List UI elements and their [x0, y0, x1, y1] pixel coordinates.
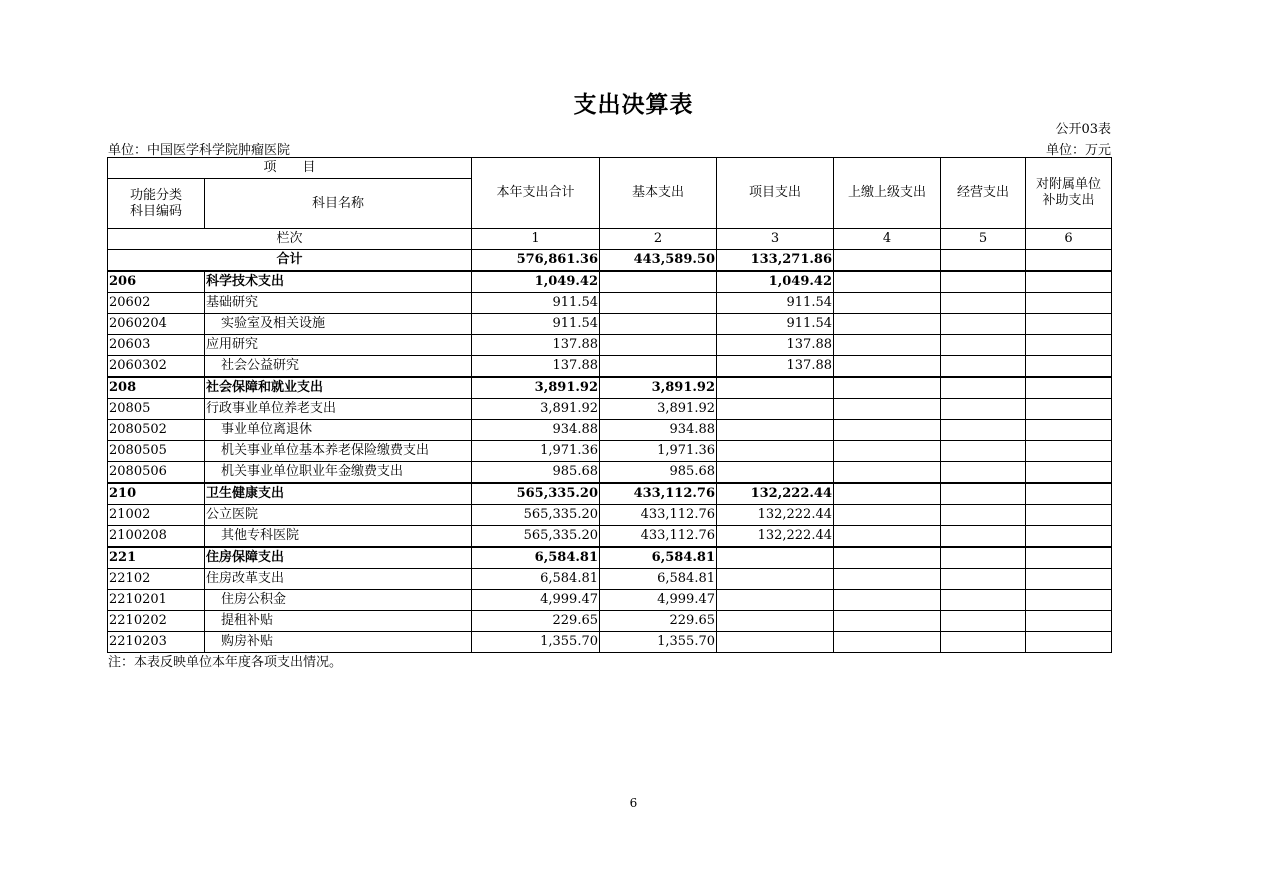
row-total: 1,355.70: [472, 632, 600, 653]
row-name: 提租补贴: [205, 611, 472, 632]
row-total: 565,335.20: [472, 526, 600, 548]
header-business: 经营支出: [941, 158, 1026, 229]
empty-cell: [941, 293, 1026, 314]
row-name: 机关事业单位职业年金缴费支出: [205, 462, 472, 484]
currency-unit: 单位：万元: [1045, 143, 1111, 158]
col-number: 6: [1026, 229, 1112, 250]
row-project: [717, 590, 834, 611]
empty-cell: [834, 547, 941, 569]
row-name: 社会公益研究: [205, 356, 472, 378]
row-code: 2080505: [108, 441, 205, 462]
summary-project: 133,271.86: [717, 250, 834, 272]
row-project: [717, 441, 834, 462]
table-row: [108, 271, 1112, 293]
row-total: 985.68: [472, 462, 600, 484]
row-total: 6,584.81: [472, 547, 600, 569]
empty-cell: [941, 335, 1026, 356]
row-basic: [600, 314, 717, 335]
empty-cell: [941, 526, 1026, 548]
row-total: 229.65: [472, 611, 600, 632]
row-code: 2210203: [108, 632, 205, 653]
row-code: 206: [108, 271, 205, 293]
empty-cell: [941, 611, 1026, 632]
table-note: 注：本表反映单位本年度各项支出情况。: [108, 655, 343, 670]
table-row: [108, 547, 1112, 569]
row-basic: 433,112.76: [600, 526, 717, 548]
empty-cell: [941, 441, 1026, 462]
header-total: 本年支出合计: [472, 158, 600, 229]
row-name: 机关事业单位基本养老保险缴费支出: [205, 441, 472, 462]
empty-cell: [941, 547, 1026, 569]
reporting-unit: 单位：中国医学科学院肿瘤医院: [108, 143, 291, 158]
empty-cell: [1026, 462, 1112, 484]
table-row: [108, 632, 1112, 653]
table-row: [108, 441, 1112, 462]
header-code: 功能分类 科目编码: [108, 179, 205, 229]
row-project: 911.54: [717, 314, 834, 335]
table-row: [108, 314, 1112, 335]
header-subsidy: 对附属单位 补助支出: [1026, 158, 1112, 229]
empty-cell: [941, 271, 1026, 293]
row-code: 2080506: [108, 462, 205, 484]
table-row: [108, 611, 1112, 632]
table-row: [108, 399, 1112, 420]
row-total: 911.54: [472, 314, 600, 335]
empty-cell: [834, 399, 941, 420]
row-project: 137.88: [717, 335, 834, 356]
row-basic: 6,584.81: [600, 569, 717, 590]
empty-cell: [834, 293, 941, 314]
row-basic: [600, 271, 717, 293]
table-row: [108, 505, 1112, 526]
col-number: 3: [717, 229, 834, 250]
row-basic: [600, 356, 717, 378]
header-basic: 基本支出: [600, 158, 717, 229]
empty-cell: [941, 590, 1026, 611]
col-number: 1: [472, 229, 600, 250]
row-code: 2100208: [108, 526, 205, 548]
empty-cell: [1026, 569, 1112, 590]
row-total: 4,999.47: [472, 590, 600, 611]
row-project: 132,222.44: [717, 526, 834, 548]
empty-cell: [834, 632, 941, 653]
row-basic: 6,584.81: [600, 547, 717, 569]
row-total: 1,049.42: [472, 271, 600, 293]
empty-cell: [941, 462, 1026, 484]
empty-cell: [1026, 314, 1112, 335]
row-project: [717, 377, 834, 399]
row-project: 911.54: [717, 293, 834, 314]
form-number: 公开03表: [1055, 122, 1111, 137]
table-row: [108, 569, 1112, 590]
row-basic: 433,112.76: [600, 505, 717, 526]
row-total: 934.88: [472, 420, 600, 441]
table-row: [108, 293, 1112, 314]
empty-cell: [834, 483, 941, 505]
row-name: 其他专科医院: [205, 526, 472, 548]
row-basic: 985.68: [600, 462, 717, 484]
col-number: 5: [941, 229, 1026, 250]
row-code: 2080502: [108, 420, 205, 441]
empty-cell: [941, 569, 1026, 590]
empty-cell: [941, 420, 1026, 441]
empty-cell: [834, 271, 941, 293]
row-name: 实验室及相关设施: [205, 314, 472, 335]
row-code: 20603: [108, 335, 205, 356]
row-code: 221: [108, 547, 205, 569]
empty-cell: [1026, 526, 1112, 548]
empty-cell: [1026, 293, 1112, 314]
table-row: [108, 377, 1112, 399]
empty-cell: [834, 569, 941, 590]
col-number: 4: [834, 229, 941, 250]
expenditure-table: [107, 157, 1112, 653]
row-total: 565,335.20: [472, 483, 600, 505]
empty-cell: [941, 377, 1026, 399]
empty-cell: [941, 356, 1026, 378]
empty-cell: [1026, 611, 1112, 632]
row-project: [717, 569, 834, 590]
row-basic: 934.88: [600, 420, 717, 441]
row-basic: 4,999.47: [600, 590, 717, 611]
row-project: 137.88: [717, 356, 834, 378]
empty-cell: [1026, 590, 1112, 611]
row-basic: 1,355.70: [600, 632, 717, 653]
empty-cell: [834, 590, 941, 611]
header-upper: 上缴上级支出: [834, 158, 941, 229]
row-code: 22102: [108, 569, 205, 590]
row-project: [717, 547, 834, 569]
row-basic: [600, 293, 717, 314]
header-project-expense: 项目支出: [717, 158, 834, 229]
row-total: 6,584.81: [472, 569, 600, 590]
row-name: 应用研究: [205, 335, 472, 356]
empty-cell: [834, 505, 941, 526]
empty-cell: [941, 314, 1026, 335]
empty-cell: [941, 483, 1026, 505]
row-project: [717, 462, 834, 484]
row-basic: 433,112.76: [600, 483, 717, 505]
row-basic: 3,891.92: [600, 399, 717, 420]
row-total: 3,891.92: [472, 399, 600, 420]
table-row: [108, 483, 1112, 505]
header-project: 项 目: [108, 158, 472, 179]
empty-cell: [834, 420, 941, 441]
empty-cell: [834, 462, 941, 484]
row-project: [717, 611, 834, 632]
empty-cell: [834, 335, 941, 356]
table-row: [108, 420, 1112, 441]
empty-cell: [834, 526, 941, 548]
col-number: 2: [600, 229, 717, 250]
row-code: 208: [108, 377, 205, 399]
summary-basic: 443,589.50: [600, 250, 717, 272]
empty-cell: [834, 377, 941, 399]
summary-label: 合计: [108, 250, 472, 272]
empty-cell: [941, 399, 1026, 420]
table-row: [108, 356, 1112, 378]
row-name: 基础研究: [205, 293, 472, 314]
row-total: 137.88: [472, 356, 600, 378]
row-name: 住房公积金: [205, 590, 472, 611]
empty-cell: [1026, 271, 1112, 293]
row-name: 购房补贴: [205, 632, 472, 653]
row-basic: 229.65: [600, 611, 717, 632]
row-code: 2060302: [108, 356, 205, 378]
empty-cell: [834, 611, 941, 632]
row-project: [717, 632, 834, 653]
empty-cell: [1026, 356, 1112, 378]
row-code: 210: [108, 483, 205, 505]
row-project: [717, 420, 834, 441]
empty-cell: [1026, 505, 1112, 526]
empty-cell: [834, 314, 941, 335]
empty-cell: [1026, 335, 1112, 356]
row-name: 事业单位离退休: [205, 420, 472, 441]
row-project: [717, 399, 834, 420]
empty-cell: [834, 441, 941, 462]
table-row: [108, 335, 1112, 356]
row-code: 21002: [108, 505, 205, 526]
row-basic: 1,971.36: [600, 441, 717, 462]
header-name: 科目名称: [205, 179, 472, 229]
row-name: 住房改革支出: [205, 569, 472, 590]
empty-cell: [1026, 483, 1112, 505]
row-name: 卫生健康支出: [205, 483, 472, 505]
row-basic: [600, 335, 717, 356]
row-project: 1,049.42: [717, 271, 834, 293]
row-total: 137.88: [472, 335, 600, 356]
empty-cell: [1026, 420, 1112, 441]
row-name: 科学技术支出: [205, 271, 472, 293]
row-total: 565,335.20: [472, 505, 600, 526]
page-title: 支出决算表: [573, 91, 694, 118]
row-basic: 3,891.92: [600, 377, 717, 399]
empty-cell: [941, 505, 1026, 526]
table-row: [108, 590, 1112, 611]
row-name: 行政事业单位养老支出: [205, 399, 472, 420]
empty-cell: [1026, 399, 1112, 420]
table-row: [108, 462, 1112, 484]
summary-total: 576,861.36: [472, 250, 600, 272]
empty-cell: [941, 632, 1026, 653]
empty-cell: [1026, 632, 1112, 653]
row-name: 住房保障支出: [205, 547, 472, 569]
row-name: 公立医院: [205, 505, 472, 526]
row-code: 2210201: [108, 590, 205, 611]
table-row: [108, 526, 1112, 548]
empty-cell: [834, 356, 941, 378]
empty-cell: [1026, 441, 1112, 462]
column-index-label: 栏次: [108, 229, 472, 250]
row-code: 2210202: [108, 611, 205, 632]
row-code: 20602: [108, 293, 205, 314]
page-number: 6: [629, 796, 638, 810]
row-total: 1,971.36: [472, 441, 600, 462]
row-code: 20805: [108, 399, 205, 420]
row-name: 社会保障和就业支出: [205, 377, 472, 399]
row-code: 2060204: [108, 314, 205, 335]
row-total: 911.54: [472, 293, 600, 314]
empty-cell: [1026, 547, 1112, 569]
empty-cell: [1026, 377, 1112, 399]
row-project: 132,222.44: [717, 483, 834, 505]
row-project: 132,222.44: [717, 505, 834, 526]
row-total: 3,891.92: [472, 377, 600, 399]
